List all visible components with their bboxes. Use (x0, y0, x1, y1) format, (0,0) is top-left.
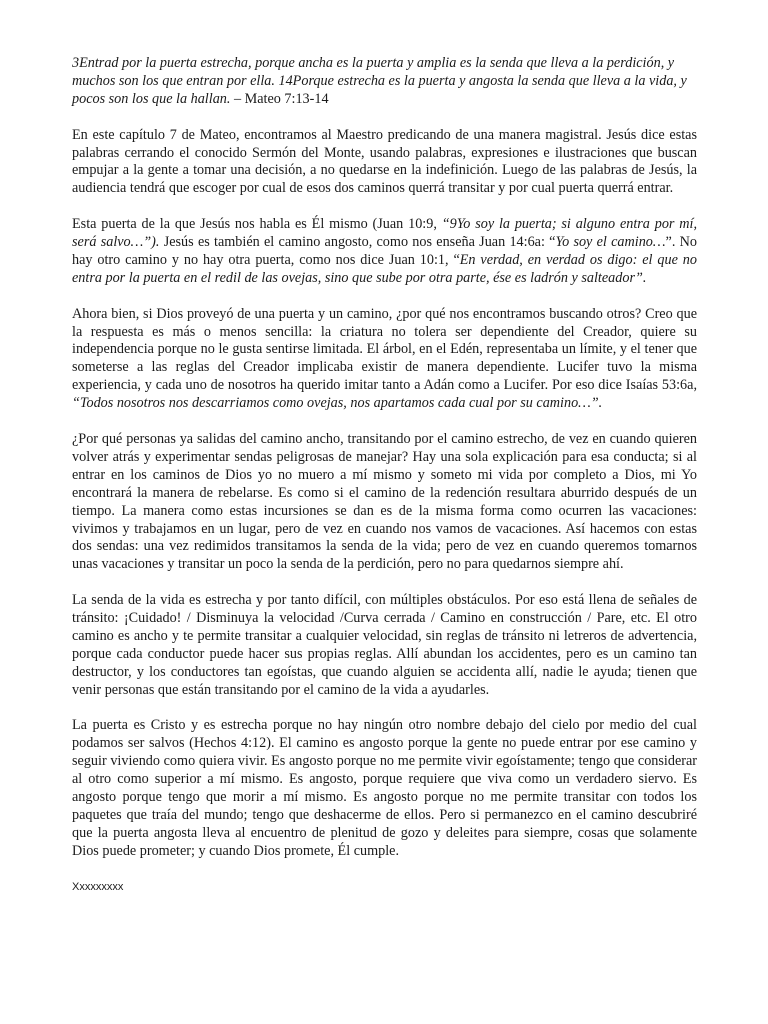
signature: Xxxxxxxxx (72, 880, 124, 893)
paragraph-3 (72, 306, 697, 413)
paragraph-1: En este capítulo 7 de Mateo, encontramos al Maestro predicando de una manera magistral. Jesús dice estas palabras cerrando el conocido Sermón del Monte, usando palabras, expresiones e ilustraciones que buscan empujar a la gente a tomar una decisión, a no quedarse en la indefinición. Luego de las palabras de Jesús, la audiencia tendrá que escoger por cual de esos dos caminos querrá transitar y por cual puerta querrá entrar. (72, 126, 697, 197)
epigraph-reference: – Mateo 7:13-14 (230, 90, 329, 107)
paragraph-5: La senda de la vida es estrecha y por tanto difícil, con múltiples obstáculos. Por eso está llena de señales de tránsito: ¡Cuidado! / Disminuya la velocidad /Curva cerrada / Camino en construcción / Pare, etc. El otro camino es ancho y te permite transitar a cualquier velocidad, sin reglas de tránsito ni letreros de advertencia, porque cada conductor puede hacer sus propias reglas. Allí abundan los accidentes, pero es un camino tan destructor, y los conductores tan egoístas, que cuando alguien se accidenta allí, nadie le ayuda; tienen que venir personas que están transitando por el camino de la vida a ayudarles. (72, 592, 697, 698)
p2-text-a: Esta puerta de la que Jesús nos habla es Él mismo (Juan 10:9, (72, 216, 442, 233)
p2-quote-juan-10-1: En verdad, en verdad os digo: el que no entra por la puerta en el redil de las ovejas, sino que sube por otra parte, ése es ladrón y salteador”. (72, 251, 697, 286)
p2-quote-juan-14-6: Yo soy el camino… (555, 234, 666, 251)
epigraph (72, 55, 697, 109)
p2-text-c: Jesús es también el camino angosto, como nos enseña Juan 14:6a: “ (159, 234, 556, 251)
paragraph-6: La puerta es Cristo y es estrecha porque no hay ningún otro nombre debajo del cielo por medio del cual podamos ser salvos (Hechos 4:12). El camino es angosto porque la gente no puede entrar por ese camino y seguir viviendo como quiera vivir. Es angosto porque no me permite vivir egoístamente; tengo que considerar al otro como superior a mí mismo. Es angosto, porque requiere que viva como un verdadero siervo. Es angosto porque tengo que morir a mí mismo. Es angosto porque no me permite transitar con todos los paquetes que traía del mundo; tengo que deshacerme de ellos. Pero si permanezco en el camino descubriré que la puerta angosta lleva al encuentro de plenitud de gozo y deleites para siempre, cosas que solamente Dios puede prometer; y cuando Dios promete, Él cumple. (72, 717, 697, 859)
paragraph-4: ¿Por qué personas ya salidas del camino ancho, transitando por el camino estrecho, de vez en cuando quieren volver atrás y experimentar sendas peligrosas de manejar? Hay una sola explicación para esa conducta; si al entrar en los caminos de Dios yo no muero a mí mismo y someto mi vida por completo a Dios, mi Yo encontrará la manera de rebelarse. Es como si el camino de la redención resultara aburrido después de un tiempo. La manera como estas incursiones se dan es de la misma forma como ocurren las vacaciones: vivimos y trabajamos en un lugar, pero de vez en cuando nos vamos de vacaciones. Así hacemos con estas dos sendas: una vez redimidos transitamos la senda de la vida; pero de vez en cuando queremos tomarnos unas vacaciones y transitar un poco la senda de la perdición, pero no para quedarnos siempre ahí. (72, 430, 697, 573)
p3-text-a: Ahora bien, si Dios proveyó de una puerta y un camino, ¿por qué nos encontramos buscando otros? Creo que la respuesta es más o menos sencilla: la criatura no tolera ser dependiente del Creador, quiere su independencia porque no le gusta sentirse limitada. El árbol, en el Edén, representaba un límite, y el tener que someterse a las reglas del Creador implicaba existir de manera dependiente. Lucifer tuvo la misma experiencia, y cada uno de nosotros ha querido imitar tanto a Adán como a Lucifer. Por eso dice Isaías 53:6a, (72, 305, 697, 394)
epigraph-verse: 3Entrad por la puerta estrecha, porque ancha es la puerta y amplia es la senda que lleva a la perdición, y muchos son los que entran por ella. 14Porque estrecha es la puerta y angosta la senda que lleva a la vida, y pocos son los que la hallan. (72, 55, 687, 107)
p2-text-e: ”. No hay otro camino y no hay otra puerta, como nos dice Juan 10:1, “ (72, 234, 697, 268)
p3-quote-isaias: “Todos nosotros nos descarriamos como ovejas, nos apartamos cada cual por su camino…”. (72, 395, 603, 412)
paragraph-2 (72, 216, 697, 288)
p2-quote-juan-10-9: “9Yo soy la puerta; si alguno entra por mí, será salvo…”). (72, 216, 697, 251)
